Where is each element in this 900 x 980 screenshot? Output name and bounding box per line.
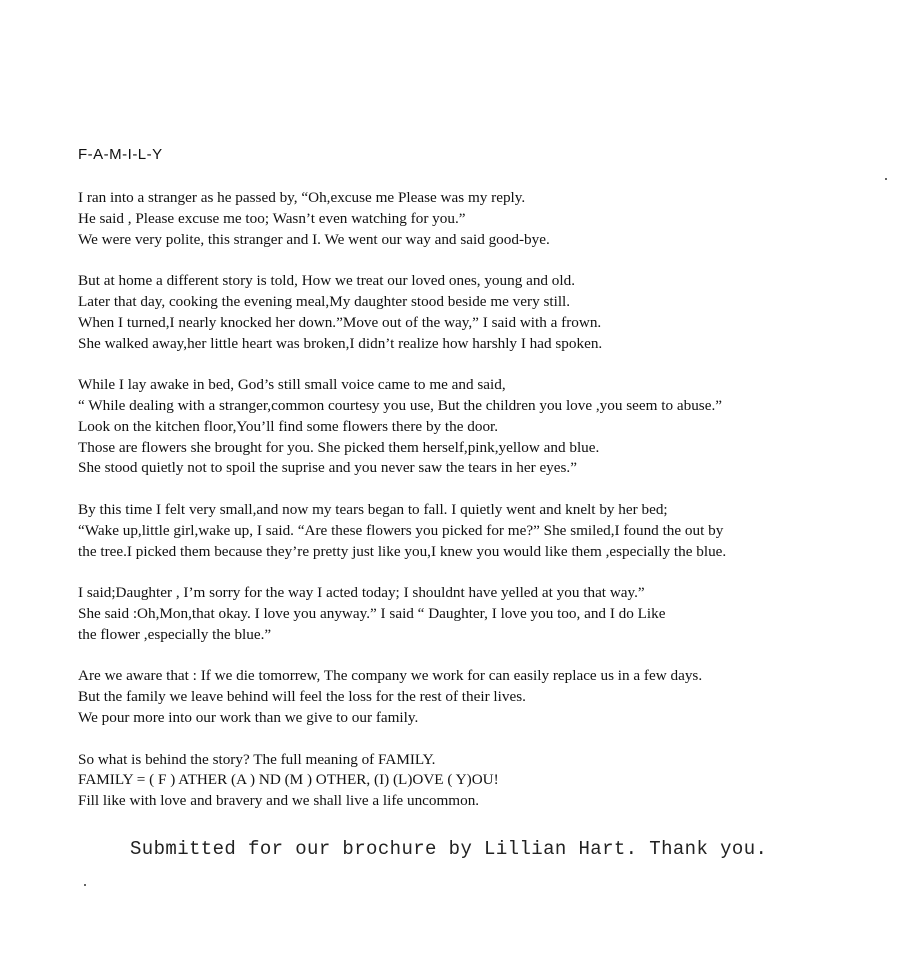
poem-line: So what is behind the story? The full meaning of FAMILY. — [78, 750, 436, 768]
poem-line: He said , Please excuse me too; Wasn’t even watching for you.” — [78, 209, 466, 227]
poem-line: But the family we leave behind will feel the loss for the rest of their lives. — [78, 688, 526, 706]
poem-line: the flower ,especially the blue.” — [78, 625, 272, 643]
poem-line: “ While dealing with a stranger,common courtesy you use, But the children you love ,you seem to abuse.” — [78, 396, 722, 414]
poem-line: the tree.I picked them because they’re pretty just like you,I knew you would like them ,especially the blue. — [78, 542, 727, 560]
stanza-5 — [78, 583, 888, 645]
poem-line: By this time I felt very small,and now my tears began to fall. I quietly went and knelt by her bed; — [78, 500, 668, 518]
poem-line: FAMILY = ( F ) ATHER (A ) ND (M ) OTHER, (I) (L)OVE ( Y)OU! — [78, 771, 499, 789]
poem-line: Those are flowers she brought for you. She picked them herself,pink,yellow and blue. — [78, 438, 600, 456]
stanza-4 — [78, 500, 888, 562]
poem-line: “Wake up,little girl,wake up, I said. “Are these flowers you picked for me?” She smiled,I found the out by — [78, 521, 724, 539]
stanza-2 — [78, 271, 888, 354]
poem-line: I said;Daughter , I’m sorry for the way I acted today; I shouldnt have yelled at you that way.” — [78, 584, 645, 602]
stanza-7 — [78, 750, 888, 812]
poem-line: Later that day, cooking the evening meal,My daughter stood beside me very still. — [78, 292, 571, 310]
poem-line: Look on the kitchen floor,You’ll find some flowers there by the door. — [78, 417, 499, 435]
poem-body — [78, 188, 888, 833]
poem-line: Fill like with love and bravery and we shall live a life uncommon. — [78, 792, 480, 810]
stanza-3 — [78, 375, 888, 479]
stanza-1 — [78, 188, 888, 250]
poem-title: F-A-M-I-L-Y — [78, 146, 163, 163]
scan-speck — [885, 178, 887, 180]
poem-line: We were very polite, this stranger and I. We went our way and said good-bye. — [78, 230, 550, 248]
poem-line: But at home a different story is told, How we treat our loved ones, young and old. — [78, 272, 576, 290]
submission-credit: Submitted for our brochure by Lillian Hart. Thank you. — [130, 838, 768, 860]
poem-line: She walked away,her little heart was broken,I didn’t realize how harshly I had spoken. — [78, 334, 603, 352]
stanza-6 — [78, 666, 888, 728]
poem-line: She stood quietly not to spoil the suprise and you never saw the tears in her eyes.” — [78, 459, 577, 477]
scan-speck — [84, 884, 86, 886]
poem-line: Are we aware that : If we die tomorrew, The company we work for can easily replace us in a few days. — [78, 667, 703, 685]
poem-line: She said :Oh,Mon,that okay. I love you anyway.” I said “ Daughter, I love you too, and I do Like — [78, 604, 666, 622]
poem-line: We pour more into our work than we give to our family. — [78, 708, 419, 726]
poem-line: When I turned,I nearly knocked her down.”Move out of the way,” I said with a frown. — [78, 313, 602, 331]
poem-line: While I lay awake in bed, God’s still small voice came to me and said, — [78, 376, 506, 394]
poem-line: I ran into a stranger as he passed by, “Oh,excuse me Please was my reply. — [78, 189, 526, 206]
